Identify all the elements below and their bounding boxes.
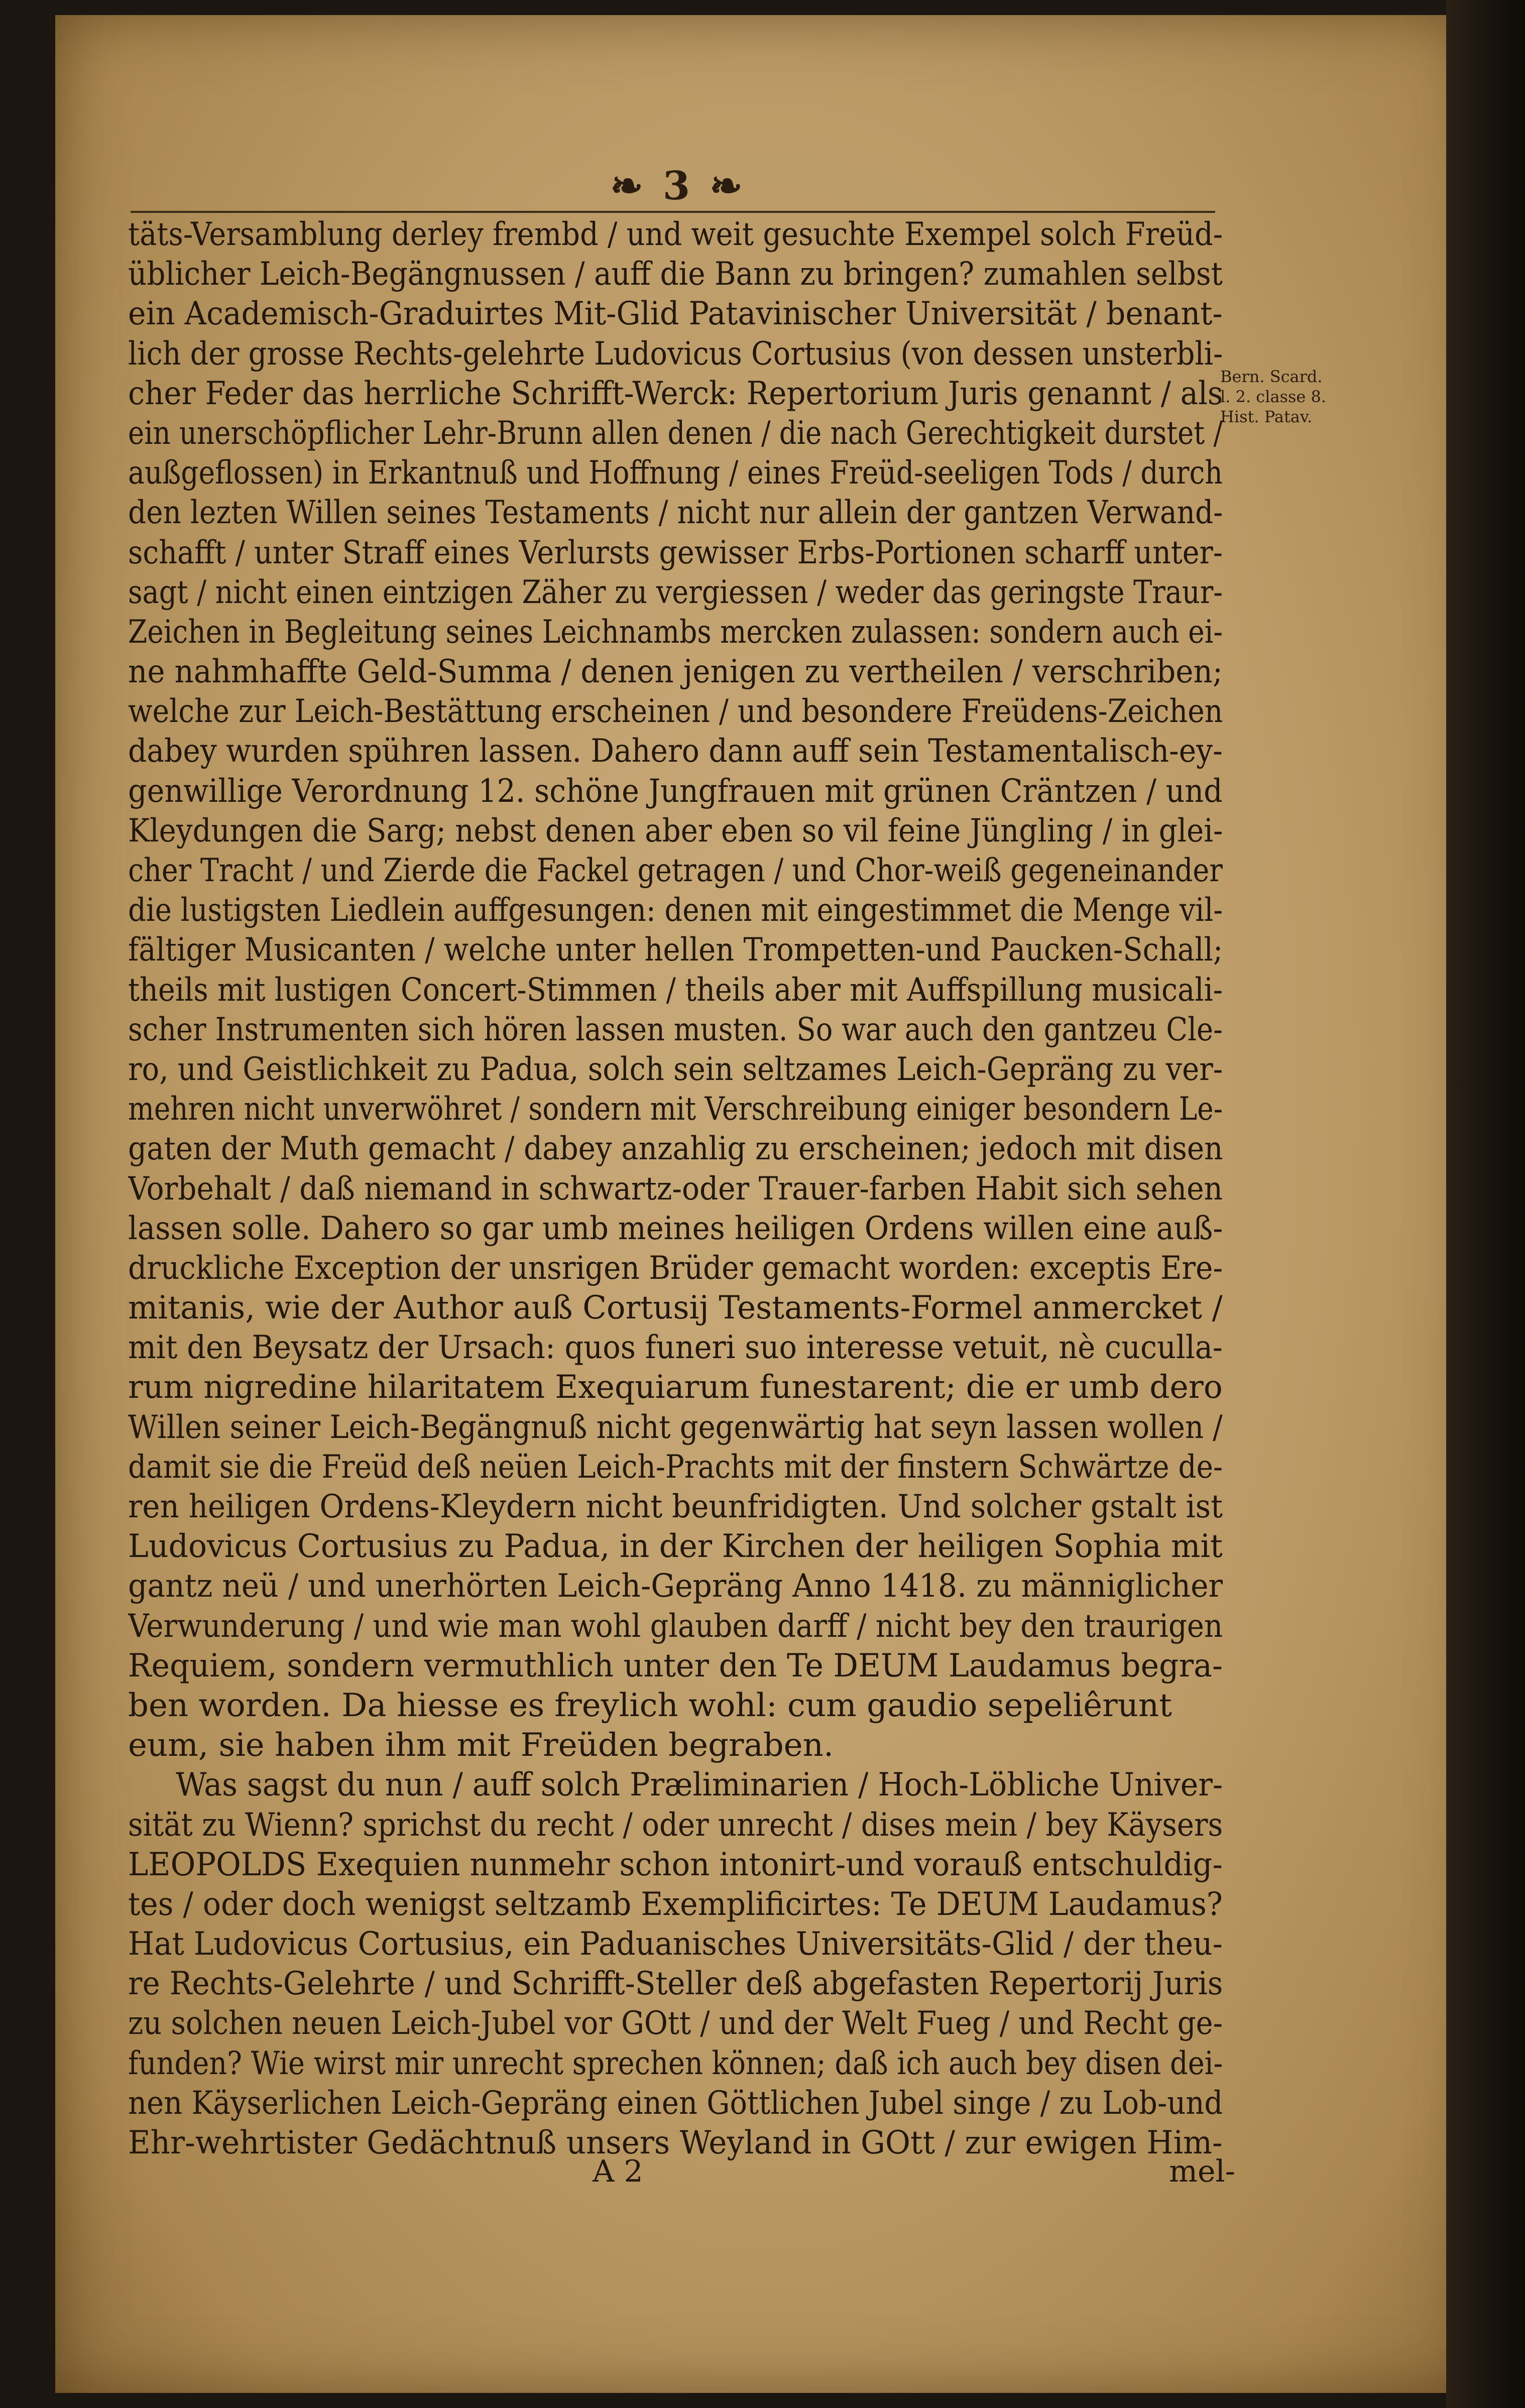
text-line: Vorbehalt / daß niemand in schwartz-oder Trauer-farben Habit sich sehen xyxy=(128,1170,1223,1208)
text-line: gantz neü / und unerhörten Leich-Gepräng Anno 1418. zu männiglicher xyxy=(128,1568,1223,1605)
page-header: ❧ 3 ❧ xyxy=(610,163,746,209)
margin-note xyxy=(1220,367,1341,427)
text-line: außgeflossen) in Erkantnuß und Hoffnung / eines Freüd-seeligen Tods / durch xyxy=(128,454,1223,492)
text-line: lassen solle. Dahero so gar umb meines heiligen Ordens willen eine auß- xyxy=(128,1210,1223,1247)
text-line: mehren nicht unverwöhret / sondern mit Verschreibung einiger besondern Le- xyxy=(128,1091,1223,1128)
text-line: lich der grosse Rechts-gelehrte Ludovicus Cortusius (von dessen unsterbli- xyxy=(128,335,1223,373)
text-line: theils mit lustigen Concert-Stimmen / theils aber mit Auffspillung musicali- xyxy=(128,971,1223,1009)
text-line: ein Academisch-Graduirtes Mit-Glid Patavinischer Universität / benant- xyxy=(128,295,1223,333)
text-line: ben worden. Da hiesse es freylich wohl: cum gaudio sepeliêrunt xyxy=(128,1687,1172,1724)
text-line: den lezten Willen seines Testaments / nicht nur allein der gantzen Verwand- xyxy=(128,494,1223,532)
text-line: Requiem, sondern vermuthlich unter den Te DEUM Laudamus begra- xyxy=(128,1647,1223,1684)
text-line: Ehr-wehrtister Gedächtnuß unsers Weyland in GOtt / zur ewigen Him- xyxy=(128,2124,1223,2161)
text-line: ne nahmhaffte Geld-Summa / denen jenigen zu vertheilen / verschriben; xyxy=(128,653,1223,691)
margin-note-line: Hist. Patav. xyxy=(1220,407,1313,426)
text-line: mitanis, wie der Author auß Cortusij Testaments-Formel anmercket / xyxy=(128,1289,1223,1327)
text-line: damit sie die Freüd deß neüen Leich-Prachts mit der finstern Schwärtze de- xyxy=(128,1448,1223,1486)
text-line: die lustigsten Liedlein auffgesungen: denen mit eingestimmet die Menge vil- xyxy=(128,892,1223,929)
text-line: Was sagst du nun / auff solch Præliminarien / Hoch-Löbliche Univer- xyxy=(176,1766,1223,1804)
text-line: tes / oder doch wenigst seltzamb Exemplificirtes: Te DEUM Laudamus? xyxy=(128,1885,1223,1923)
text-line: schafft / unter Straff eines Verlursts gewisser Erbs-Portionen scharff unter- xyxy=(128,534,1223,571)
text-line: cher Feder das herrliche Schrifft-Werck: Repertorium Juris genannt / als xyxy=(128,375,1223,412)
text-line: mit den Beysatz der Ursach: quos funeri suo interesse vetuit, nè cuculla- xyxy=(128,1329,1223,1367)
text-line: ro, und Geistlichkeit zu Padua, solch sein seltzames Leich-Gepräng zu ver- xyxy=(128,1050,1223,1088)
text-line: Kleydungen die Sarg; nebst denen aber eben so vil feine Jüngling / in glei- xyxy=(128,812,1223,850)
text-line: gaten der Muth gemacht / dabey anzahlig zu erscheinen; jedoch mit disen xyxy=(128,1130,1223,1168)
text-line: druckliche Exception der unsrigen Brüder gemacht worden: exceptis Ere- xyxy=(128,1249,1223,1287)
text-line: eum, sie haben ihm mit Freüden begraben. xyxy=(128,1727,834,1764)
text-line: scher Instrumenten sich hören lassen musten. So war auch den gantzeu Cle- xyxy=(128,1011,1223,1048)
text-line: cher Tracht / und Zierde die Fackel getragen / und Chor-weiß gegeneinander xyxy=(128,852,1223,889)
text-line: sagt / nicht einen eintzigen Zäher zu vergiessen / weder das geringste Traur- xyxy=(128,573,1223,611)
text-line: Willen seiner Leich-Begängnuß nicht gegenwärtig hat seyn lassen wollen / xyxy=(128,1408,1223,1446)
text-line: Zeichen in Begleitung seines Leichnambs mercken zulassen: sondern auch ei- xyxy=(128,613,1223,651)
text-line: ren heiligen Ordens-Kleydern nicht beunfridigten. Und solcher gstalt ist xyxy=(128,1488,1223,1525)
text-line: täts-Versamblung derley frembd / und weit gesuchte Exempel solch Freüd- xyxy=(128,216,1223,253)
body-text xyxy=(128,215,1223,2163)
text-line: Ludovicus Cortusius zu Padua, in der Kirchen der heiligen Sophia mit xyxy=(128,1528,1223,1566)
margin-note-line: l. 2. classe 8. xyxy=(1220,387,1326,406)
text-line: welche zur Leich-Bestättung erscheinen / und besondere Freüdens-Zeichen xyxy=(128,693,1223,731)
text-line: re Rechts-Gelehrte / und Schrifft-Steller deß abgefasten Repertorij Juris xyxy=(128,1965,1223,2003)
text-line: funden? Wie wirst mir unrecht sprechen können; daß ich auch bey disen dei- xyxy=(128,2044,1223,2082)
text-line: fältiger Musicanten / welche unter hellen Trompetten-und Paucken-Schall; xyxy=(128,931,1223,969)
text-line: rum nigredine hilaritatem Exequiarum funestarent; die er umb dero xyxy=(128,1369,1223,1406)
text-line: nen Käyserlichen Leich-Gepräng einen Göttlichen Jubel singe / zu Lob-und xyxy=(128,2084,1223,2122)
text-line: ein unerschöpflicher Lehr-Brunn allen denen / die nach Gerechtigkeit durstet / xyxy=(128,414,1223,452)
text-line: LEOPOLDS Exequien nunmehr schon intonirt-und vorauß entschuldig- xyxy=(128,1846,1223,1883)
text-line: Verwunderung / und wie man wohl glauben darff / nicht bey den traurigen xyxy=(128,1607,1223,1645)
text-line: dabey wurden spühren lassen. Dahero dann auff sein Testamentalisch-ey- xyxy=(128,733,1223,770)
text-line: sität zu Wienn? sprichst du recht / oder unrecht / dises mein / bey Käysers xyxy=(128,1806,1223,1844)
catchword: mel- xyxy=(1169,2154,1235,2189)
text-line: genwillige Verordnung 12. schöne Jungfrauen mit grünen Cräntzen / und xyxy=(128,772,1223,810)
book-gutter xyxy=(1446,0,1525,2408)
header-rule xyxy=(131,211,1215,213)
text-line: zu solchen neuen Leich-Jubel vor GOtt / und der Welt Fueg / und Recht ge- xyxy=(128,2005,1223,2042)
text-line: Hat Ludovicus Cortusius, ein Paduanisches Universitäts-Glid / der theu- xyxy=(128,1925,1223,1963)
text-line: üblicher Leich-Begängnussen / auff die Bann zu bringen? zumahlen selbst xyxy=(128,256,1223,293)
signature-mark: A 2 xyxy=(593,2154,643,2189)
margin-note-line: Bern. Scard. xyxy=(1220,367,1323,386)
